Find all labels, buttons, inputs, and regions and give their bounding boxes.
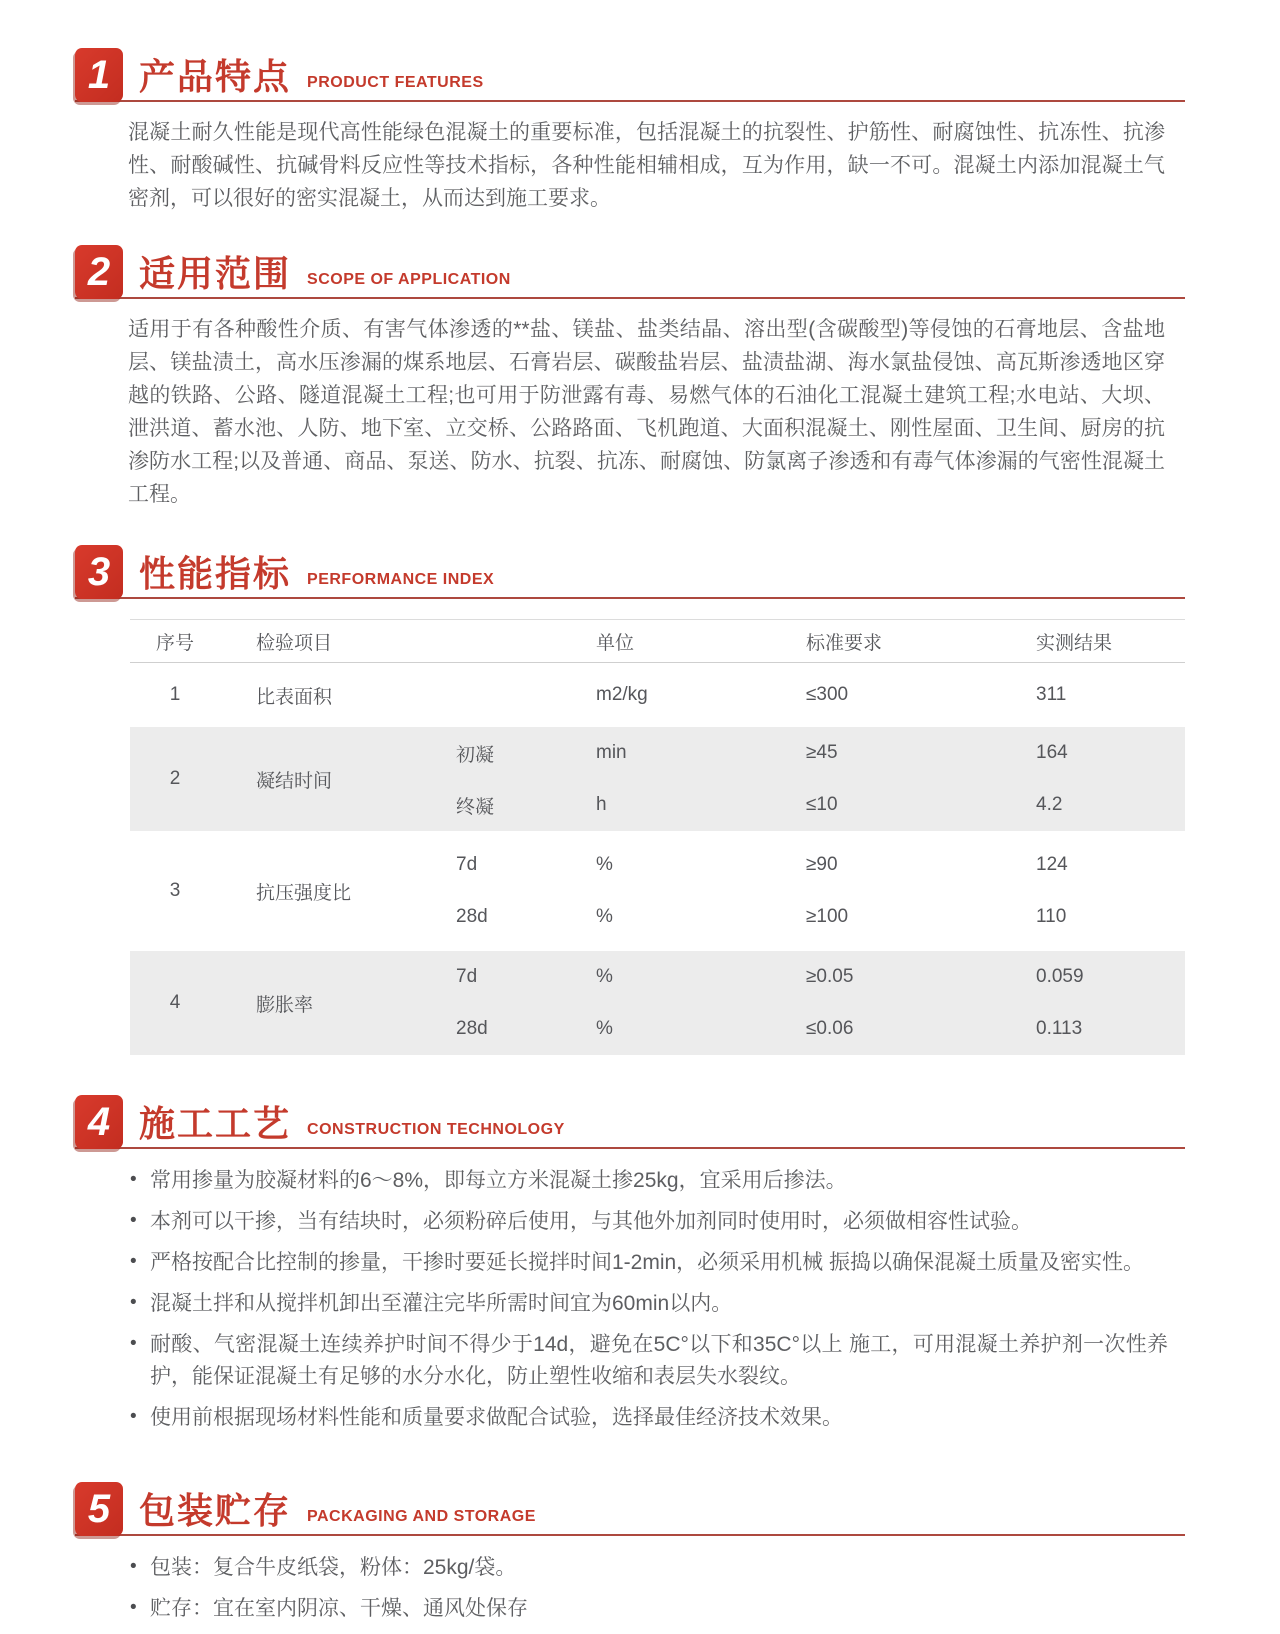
col-header-no: 序号 (155, 632, 194, 654)
section-performance-index (0, 545, 1280, 1055)
cell-standard: ≤10 (806, 794, 838, 815)
sub-rows (420, 727, 1185, 831)
cell-item: 抗压强度比 (256, 882, 352, 904)
section-packaging-storage (0, 1482, 1280, 1625)
cell-no: 3 (169, 880, 181, 901)
cell-result: 110 (1036, 906, 1067, 927)
cell-standard: ≥45 (806, 742, 838, 763)
cell-no: 4 (169, 992, 181, 1013)
section-title-zh: 包装贮存 (139, 1490, 292, 1531)
list-item (128, 1329, 1168, 1393)
section-number: 5 (87, 1486, 111, 1531)
section-number: 3 (87, 549, 111, 594)
col-header-result: 实测结果 (1036, 632, 1113, 654)
section-title-zh: 施工工艺 (139, 1103, 292, 1144)
col-header-item: 检验项目 (256, 632, 333, 654)
bullet-dot-icon: • (130, 1597, 137, 1618)
bullet-dot-icon: • (130, 1169, 137, 1190)
sub-row (420, 891, 1185, 943)
section-number: 1 (87, 52, 111, 97)
table-row (130, 727, 1185, 831)
cell-sub: 初凝 (456, 744, 495, 766)
cell-standard: ≥0.05 (806, 966, 854, 987)
cell-sub: 28d (456, 906, 488, 927)
cell-standard: ≥90 (806, 854, 838, 875)
section-number-badge (75, 1482, 123, 1536)
section-title-en: PACKAGING AND STORAGE (307, 1508, 536, 1525)
list-item-text: 包装：复合牛皮纸袋，粉体：25kg/袋。 (150, 1556, 517, 1579)
bullet-dot-icon: • (130, 1292, 137, 1313)
section-paragraph: 混凝土耐久性能是现代高性能绿色混凝土的重要标准，包括混凝土的抗裂性、护筋性、耐腐蚀性、抗冻性、抗渗性、耐酸碱性、抗碱骨料反应性等技术指标，各种性能相辅相成，互为作用，缺一不可。混凝土内添加混凝土气密剂，可以很好的密实混凝土，从而达到施工要求。 (128, 121, 1165, 210)
cell-standard: ≥100 (806, 906, 849, 927)
bullet-dot-icon: • (130, 1251, 137, 1272)
bullet-dot-icon: • (130, 1210, 137, 1231)
col-header-standard: 标准要求 (806, 632, 883, 654)
section-title-en: SCOPE OF APPLICATION (307, 271, 511, 288)
packaging-bullet-list (128, 1552, 1168, 1625)
bullet-dot-icon: • (130, 1556, 137, 1577)
cell-no: 2 (169, 768, 181, 789)
list-item (128, 1593, 1168, 1625)
cell-unit: % (596, 966, 613, 987)
table-row (130, 839, 1185, 943)
cell-sub: 终凝 (456, 796, 495, 818)
table-row (130, 951, 1185, 1055)
list-item (128, 1402, 1168, 1434)
list-item-text: 耐酸、气密混凝土连续养护时间不得少于14d，避免在5C°以下和35C°以上 施工，可用混凝土养护剂一次性养护，能保证混凝土有足够的水分水化，防止塑性收缩和表层失水裂纹。 (150, 1333, 1168, 1388)
cell-sub: 7d (456, 854, 478, 875)
section-number: 4 (87, 1099, 111, 1144)
list-item-text: 混凝土拌和从搅拌机卸出至灌注完毕所需时间宜为60min以内。 (150, 1292, 733, 1315)
cell-item: 膨胀率 (256, 994, 314, 1016)
col-header-unit: 单位 (596, 632, 635, 654)
cell-unit: % (596, 906, 613, 927)
sub-rows (420, 951, 1185, 1055)
list-item (128, 1288, 1168, 1320)
section-construction-technology (0, 1095, 1280, 1434)
bullet-dot-icon: • (130, 1333, 137, 1354)
cell-unit: min (596, 742, 627, 763)
cell-result: 124 (1036, 854, 1068, 875)
section-scope-of-application (0, 245, 1280, 511)
list-item (128, 1206, 1168, 1238)
list-item (128, 1552, 1168, 1584)
section-number-badge (75, 48, 123, 102)
list-item (128, 1165, 1168, 1197)
section-title-en: CONSTRUCTION TECHNOLOGY (307, 1121, 565, 1138)
section-product-features (0, 48, 1280, 215)
section-header (75, 1482, 1185, 1536)
cell-no: 1 (169, 684, 181, 705)
cell-sub: 7d (456, 966, 478, 987)
cell-result: 311 (1036, 684, 1067, 705)
section-number-badge (75, 545, 123, 599)
sub-rows (420, 839, 1185, 943)
section-number: 2 (87, 249, 111, 294)
cell-sub: 28d (456, 1018, 488, 1039)
sub-row (420, 951, 1185, 1003)
table-row (130, 671, 1185, 719)
section-paragraph: 适用于有各种酸性介质、有害气体渗透的**盐、镁盐、盐类结晶、溶出型(含碳酸型)等侵蚀的石膏地层、含盐地层、镁盐渍土，高水压渗漏的煤系地层、石膏岩层、碳酸盐岩层、盐渍盐湖、海水氯盐侵蚀、高瓦斯渗透地区穿越的铁路、公路、隧道混凝土工程;也可用于防泄露有毒、易燃气体的石油化工混凝土建筑工程;水电站、大坝、泄洪道、蓄水池、人防、地下室、立交桥、公路路面、飞机跑道、大面积混凝土、刚性屋面、卫生间、厨房的抗渗防水工程;以及普通、商品、泵送、防水、抗裂、抗冻、耐腐蚀、防氯离子渗透和有毒气体渗漏的气密性混凝土工程。 (128, 318, 1165, 506)
list-item-text: 本剂可以干掺，当有结块时，必须粉碎后使用，与其他外加剂同时使用时，必须做相容性试验。 (150, 1210, 1032, 1233)
cell-result: 4.2 (1036, 794, 1063, 815)
sub-row (420, 779, 1185, 831)
section-number-badge (75, 245, 123, 299)
list-item-text: 严格按配合比控制的掺量，干掺时要延长搅拌时间1-2min，必须采用机械 振捣以确保混凝土质量及密实性。 (150, 1251, 1145, 1274)
section-header (75, 545, 1185, 599)
cell-result: 0.113 (1036, 1018, 1083, 1039)
construction-bullet-list (128, 1165, 1168, 1434)
cell-unit: % (596, 854, 613, 875)
cell-result: 0.059 (1036, 966, 1084, 987)
section-header (75, 48, 1185, 102)
cell-standard: ≤300 (806, 684, 849, 705)
cell-item: 凝结时间 (256, 770, 333, 792)
section-number-badge (75, 1095, 123, 1149)
cell-unit: h (596, 794, 607, 815)
cell-item: 比表面积 (256, 686, 333, 708)
sub-row (420, 839, 1185, 891)
bullet-dot-icon: • (130, 1406, 137, 1427)
section-header (75, 1095, 1185, 1149)
list-item (128, 1247, 1168, 1279)
cell-result: 164 (1036, 742, 1068, 763)
table-header-row (130, 619, 1185, 663)
sub-row (420, 1003, 1185, 1055)
section-title-zh: 性能指标 (139, 553, 292, 594)
section-title-zh: 适用范围 (139, 253, 292, 294)
cell-unit: m2/kg (596, 684, 648, 705)
cell-unit: % (596, 1018, 613, 1039)
list-item-text: 使用前根据现场材料性能和质量要求做配合试验，选择最佳经济技术效果。 (150, 1406, 843, 1429)
section-title-en: PERFORMANCE INDEX (307, 571, 495, 588)
performance-table (130, 619, 1185, 1055)
section-header (75, 245, 1185, 299)
section-title-en: PRODUCT FEATURES (307, 74, 484, 91)
cell-standard: ≤0.06 (806, 1018, 854, 1039)
list-item-text: 常用掺量为胶凝材料的6～8%，即每立方米混凝土掺25kg，宜采用后掺法。 (150, 1169, 847, 1192)
section-title-zh: 产品特点 (139, 56, 292, 97)
list-item-text: 贮存：宜在室内阴凉、干燥、通风处保存 (150, 1597, 528, 1620)
sub-row (420, 727, 1185, 779)
